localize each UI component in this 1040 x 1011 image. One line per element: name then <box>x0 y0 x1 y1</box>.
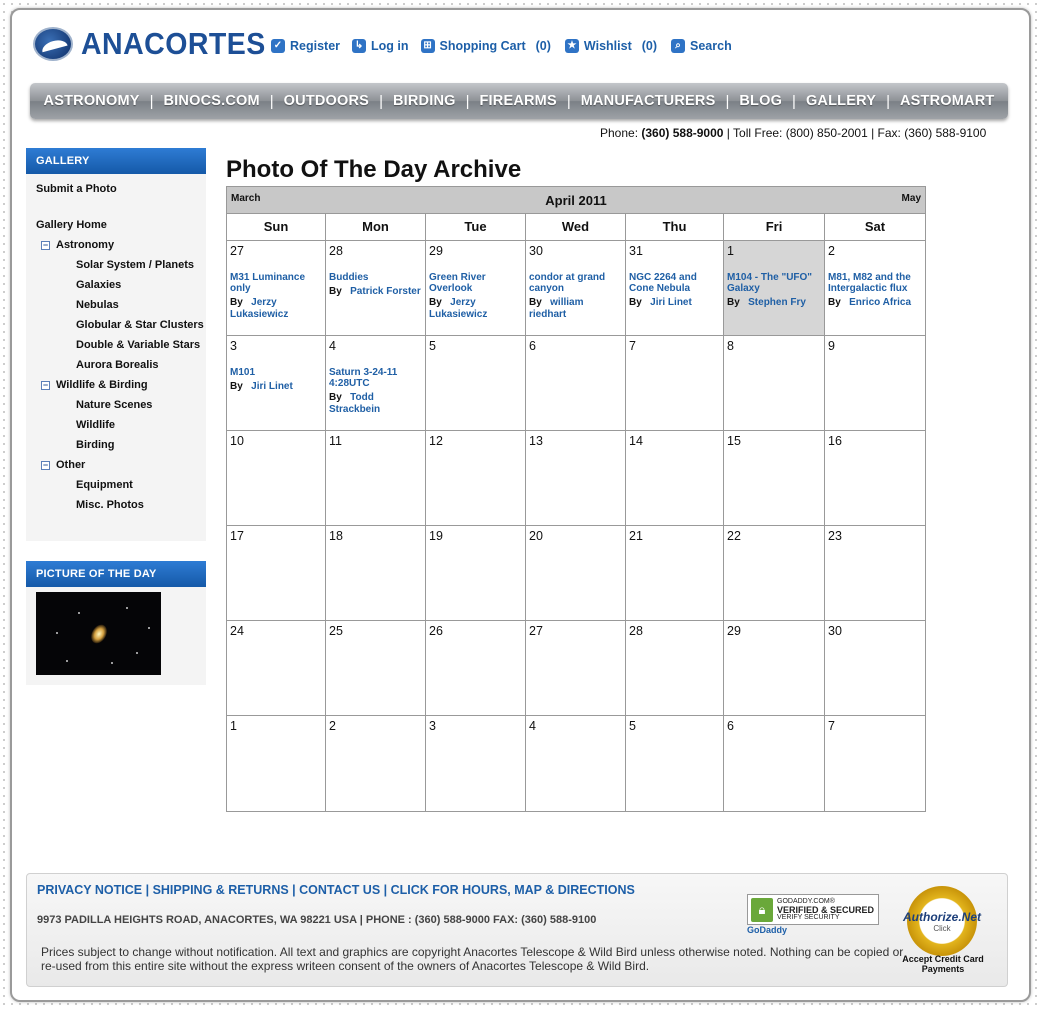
calendar-day <box>326 621 426 715</box>
register-label: Register <box>290 39 341 53</box>
calendar-day <box>626 241 724 335</box>
footer-separator: | <box>288 883 300 897</box>
tree-solar-system[interactable]: Solar System / Planets <box>76 259 194 271</box>
site-logo[interactable] <box>33 26 282 62</box>
day-number: 10 <box>230 434 244 448</box>
page-title: Photo Of The Day Archive <box>226 156 522 183</box>
footer-separator: | <box>142 883 153 897</box>
nav-binocs[interactable]: BINOCS.COM <box>163 93 260 109</box>
calendar-day <box>526 336 626 430</box>
day-number: 2 <box>329 719 336 733</box>
tree-label: Astronomy <box>56 239 115 251</box>
nav-astromart[interactable]: ASTROMART <box>900 93 995 109</box>
tree-double-stars[interactable]: Double & Variable Stars <box>76 339 201 351</box>
nav-birding[interactable]: BIRDING <box>392 93 456 109</box>
calendar-day <box>825 716 925 811</box>
photo-title-link[interactable]: NGC 2264 and Cone Nebula <box>629 272 697 294</box>
photo-title-link[interactable]: Green River Overlook <box>429 272 486 294</box>
check-icon: ✓ <box>271 39 285 53</box>
by-label: By <box>727 297 740 308</box>
nav-separator: | <box>269 92 274 110</box>
calendar-day <box>426 336 526 430</box>
main-nav <box>30 83 1008 119</box>
photo-author-link[interactable]: Jerzy Lukasiewicz <box>429 297 488 320</box>
godaddy-main: VERIFIED & SECURED <box>777 904 875 915</box>
accept-cards-text: Accept Credit Card Payments <box>902 954 984 974</box>
tree-wildlife[interactable]: Wildlife <box>76 419 116 431</box>
calendar-day <box>326 716 426 811</box>
day-number: 18 <box>329 529 343 543</box>
day-number: 30 <box>529 244 543 258</box>
bird-logo-icon <box>33 27 73 61</box>
collapse-icon[interactable]: − <box>42 379 49 390</box>
photo-author-link[interactable]: william riedhart <box>529 297 584 320</box>
tree-astronomy[interactable] <box>26 235 206 255</box>
photo-author-line <box>727 297 821 309</box>
photo-author-link[interactable]: Todd Strackbein <box>329 392 381 415</box>
contact-us-link[interactable]: CONTACT US <box>299 883 381 897</box>
calendar <box>226 186 926 812</box>
photo-author-link[interactable]: Stephen Fry <box>748 297 806 308</box>
tree-equipment[interactable]: Equipment <box>76 479 133 491</box>
authnet-click: Click <box>933 923 951 933</box>
calendar-day <box>724 716 825 811</box>
day-number: 12 <box>429 434 443 448</box>
weekday-wed: Wed <box>526 214 626 240</box>
phone-number: (360) 588-9000 <box>641 126 724 140</box>
register-link[interactable] <box>271 39 340 53</box>
day-number: 14 <box>629 434 643 448</box>
gallery-heading: GALLERY <box>26 148 206 174</box>
star-dot <box>78 612 80 614</box>
day-number: 6 <box>727 719 734 733</box>
weekday-sat: Sat <box>864 219 886 234</box>
day-number: 28 <box>329 244 343 258</box>
day-number: 30 <box>828 624 842 638</box>
search-link[interactable] <box>671 39 732 53</box>
calendar-day <box>227 431 326 525</box>
footer <box>26 873 1008 987</box>
footer-legal: Prices subject to change without notification. All text and graphics are copyright Anacortes Telescope & Wild Bird unless otherwise noted. Nothing can be copied or re-used from this entire site without the express writeen consent of the owners of Anacortes Telescope & Wild Bird. <box>41 945 904 973</box>
calendar-week <box>227 716 925 811</box>
calendar-day <box>825 621 925 715</box>
calendar-day <box>526 526 626 620</box>
calendar-day <box>227 526 326 620</box>
day-number: 27 <box>529 624 543 638</box>
calendar-day <box>326 336 426 430</box>
nav-astronomy[interactable]: ASTRONOMY <box>43 93 140 109</box>
photo-author-line <box>329 392 422 416</box>
star-dot <box>136 652 138 654</box>
by-label: By <box>529 297 542 308</box>
calendar-day <box>526 241 626 335</box>
by-label: By <box>329 392 342 403</box>
logo-text: ANACORTES <box>81 26 266 61</box>
photo-author-link[interactable]: Jerzy Lukasiewicz <box>230 297 289 320</box>
calendar-weeks <box>227 241 925 811</box>
calendar-day <box>626 716 724 811</box>
calendar-day <box>724 336 825 430</box>
login-link[interactable] <box>352 39 409 53</box>
calendar-day <box>326 431 426 525</box>
by-label: By <box>429 297 442 308</box>
godaddy-sub: VERIFY SECURITY <box>777 913 840 921</box>
day-number: 28 <box>629 624 643 638</box>
day-number: 29 <box>429 244 443 258</box>
calendar-day <box>626 621 724 715</box>
nav-separator: | <box>149 92 154 110</box>
day-number: 17 <box>230 529 244 543</box>
lock-icon: 🔒︎ <box>751 898 773 922</box>
day-number: 22 <box>727 529 741 543</box>
tree-birding[interactable]: Birding <box>76 439 115 451</box>
day-number: 9 <box>828 339 835 353</box>
search-icon: ⌕ <box>671 39 685 53</box>
day-number: 20 <box>529 529 543 543</box>
phone-label: Phone: <box>600 126 639 140</box>
star-dot <box>66 660 68 662</box>
day-number: 19 <box>429 529 443 543</box>
gallery-home-link[interactable]: Gallery Home <box>36 219 107 231</box>
tree-wildlife-birding[interactable] <box>26 375 206 395</box>
collapse-icon[interactable]: − <box>42 459 49 470</box>
photo-author-link[interactable]: Jiri Linet <box>650 297 692 308</box>
cart-label: Shopping Cart <box>439 39 526 53</box>
by-label: By <box>828 297 841 308</box>
day-number: 5 <box>629 719 636 733</box>
day-number: 24 <box>230 624 244 638</box>
calendar-day <box>724 621 825 715</box>
calendar-day <box>825 336 925 430</box>
photo-author-line <box>828 297 922 309</box>
calendar-day <box>626 431 724 525</box>
phone-rest: | Toll Free: (800) 850-2001 | Fax: (360) 588-9100 <box>723 126 987 140</box>
day-number: 6 <box>529 339 536 353</box>
calendar-day <box>825 431 925 525</box>
photo-title-link[interactable]: condor at grand canyon <box>529 272 606 294</box>
login-label: Log in <box>371 39 409 53</box>
top-links <box>271 39 744 53</box>
wishlist-label: Wishlist <box>583 39 632 53</box>
calendar-week <box>227 241 925 336</box>
picture-of-the-day-image[interactable] <box>36 592 161 675</box>
cart-icon: ⊞ <box>421 39 435 53</box>
day-number: 2 <box>828 244 835 258</box>
search-label: Search <box>690 39 732 53</box>
cart-count: (0) <box>535 39 551 53</box>
day-number: 26 <box>429 624 443 638</box>
day-number: 3 <box>429 719 436 733</box>
footer-address: 9973 PADILLA HEIGHTS ROAD, ANACORTES, WA 98221 USA | PHONE : (360) 588-9000 FAX: (360) 588-9100 <box>37 914 597 926</box>
authnet-text: Authorize.Net <box>903 909 981 924</box>
calendar-day <box>724 526 825 620</box>
wishlist-count: (0) <box>641 39 658 53</box>
tree-misc-photos[interactable]: Misc. Photos <box>76 499 144 511</box>
footer-separator: | <box>380 883 391 897</box>
nav-outdoors[interactable]: OUTDOORS <box>283 93 370 109</box>
calendar-day <box>825 526 925 620</box>
calendar-day <box>526 431 626 525</box>
photo-title-link[interactable]: M81, M82 and the Intergalactic flux <box>828 272 911 294</box>
nav-separator: | <box>886 92 890 110</box>
calendar-day <box>426 621 526 715</box>
calendar-day <box>526 716 626 811</box>
photo-author-line <box>629 297 720 309</box>
calendar-day <box>426 716 526 811</box>
by-label: By <box>629 297 642 308</box>
photo-author-link[interactable]: Jiri Linet <box>251 381 293 392</box>
godaddy-text <box>777 898 874 922</box>
nav-firearms[interactable]: FIREARMS <box>479 93 557 109</box>
submit-photo-link[interactable]: Submit a Photo <box>36 183 117 195</box>
phone-line <box>600 126 986 140</box>
day-number: 11 <box>329 434 342 448</box>
calendar-month: April 2011 <box>545 193 607 208</box>
weekday-fri: Fri <box>724 214 825 240</box>
photo-author-line <box>329 286 422 298</box>
godaddy-seal[interactable] <box>747 894 879 925</box>
nav-separator: | <box>465 92 470 110</box>
godaddy-brand: GoDaddy <box>747 925 788 935</box>
day-number: 23 <box>828 529 842 543</box>
calendar-week <box>227 526 925 621</box>
day-number: 4 <box>329 339 336 353</box>
day-number: 5 <box>429 339 436 353</box>
tree-nature-scenes[interactable]: Nature Scenes <box>76 399 153 411</box>
by-label: By <box>230 297 243 308</box>
by-label: By <box>329 286 342 297</box>
day-number: 31 <box>629 244 643 258</box>
tree-nebulas[interactable]: Nebulas <box>76 299 119 311</box>
shopping-cart-link[interactable] <box>421 39 526 53</box>
calendar-day <box>227 241 326 335</box>
shipping-returns-link[interactable]: SHIPPING & RETURNS <box>152 883 289 897</box>
nav-gallery[interactable]: GALLERY <box>805 93 877 109</box>
calendar-day <box>227 336 326 430</box>
day-number: 1 <box>230 719 237 733</box>
weekday-mon: Mon <box>326 214 426 240</box>
photo-author-line <box>230 297 322 321</box>
star-dot <box>111 662 113 664</box>
nav-separator: | <box>379 92 383 110</box>
login-icon: ↳ <box>352 39 366 53</box>
photo-author-link[interactable]: Enrico Africa <box>849 297 912 308</box>
tree-label: Wildlife & Birding <box>56 379 148 391</box>
calendar-day <box>426 431 526 525</box>
photo-title-link[interactable]: M101 <box>230 367 256 378</box>
photo-author-line <box>429 297 522 321</box>
tree-aurora[interactable]: Aurora Borealis <box>76 359 159 371</box>
nav-separator: | <box>725 92 730 110</box>
collapse-icon[interactable]: − <box>42 239 49 250</box>
authorize-net-seal[interactable] <box>903 886 981 956</box>
calendar-day <box>526 621 626 715</box>
tree-label: Other <box>56 459 86 471</box>
photo-title-link[interactable]: Saturn 3-24-11 4:28UTC <box>329 367 398 389</box>
nav-separator: | <box>566 92 571 110</box>
day-number: 1 <box>727 244 734 258</box>
calendar-week <box>227 431 925 526</box>
wishlist-link[interactable] <box>565 39 632 53</box>
tree-clusters[interactable]: Globular & Star Clusters <box>76 319 204 331</box>
calendar-header <box>227 187 925 214</box>
photo-title-link[interactable]: M104 - The "UFO" Galaxy <box>727 272 813 294</box>
calendar-day <box>326 526 426 620</box>
gallery-sidebar <box>26 148 206 541</box>
photo-author-link[interactable]: Patrick Forster <box>350 286 421 297</box>
star-dot <box>56 632 58 634</box>
photo-author-line <box>230 381 322 393</box>
calendar-day <box>227 621 326 715</box>
day-number: 13 <box>529 434 543 448</box>
nav-manufacturers[interactable]: MANUFACTURERS <box>580 93 716 109</box>
next-month-link[interactable]: May <box>901 193 921 204</box>
day-number: 15 <box>727 434 741 448</box>
photo-author-line <box>529 297 622 321</box>
day-number: 3 <box>230 339 237 353</box>
calendar-day <box>326 241 426 335</box>
calendar-week <box>227 336 925 431</box>
day-number: 27 <box>230 244 244 258</box>
godaddy-top: GODADDY.COM® <box>777 897 835 905</box>
potd-heading: PICTURE OF THE DAY <box>26 561 206 587</box>
star-dot <box>126 607 128 609</box>
calendar-day <box>426 241 526 335</box>
weekday-tue: Tue <box>426 214 526 240</box>
day-number: 7 <box>828 719 835 733</box>
star-icon: ★ <box>565 39 579 53</box>
day-number: 8 <box>727 339 734 353</box>
prev-month-link[interactable]: March <box>231 193 261 204</box>
calendar-day <box>626 526 724 620</box>
calendar-day <box>227 716 326 811</box>
weekday-thu: Thu <box>626 214 724 240</box>
day-number: 16 <box>828 434 842 448</box>
privacy-notice-link[interactable]: PRIVACY NOTICE <box>37 883 143 897</box>
star-dot <box>148 627 150 629</box>
galaxy-shape <box>88 622 110 646</box>
calendar-day <box>426 526 526 620</box>
tree-galaxies[interactable]: Galaxies <box>76 279 122 291</box>
by-label: By <box>230 381 243 392</box>
weekday-sun: Sun <box>227 214 326 240</box>
calendar-week <box>227 621 925 716</box>
day-number: 21 <box>629 529 643 543</box>
day-number: 29 <box>727 624 741 638</box>
photo-title-link[interactable]: Buddies <box>329 272 369 283</box>
nav-blog[interactable]: BLOG <box>739 93 783 109</box>
calendar-day <box>724 241 825 335</box>
calendar-day <box>626 336 724 430</box>
tree-other[interactable] <box>26 455 206 475</box>
day-number: 4 <box>529 719 536 733</box>
hours-map-link[interactable]: CLICK FOR HOURS, MAP & DIRECTIONS <box>390 883 635 897</box>
day-number: 7 <box>629 339 636 353</box>
calendar-day <box>825 241 925 335</box>
nav-separator: | <box>792 92 796 110</box>
photo-title-link[interactable]: M31 Luminance only <box>230 272 306 294</box>
day-number: 25 <box>329 624 343 638</box>
weekday-header-row <box>227 214 925 241</box>
calendar-day <box>724 431 825 525</box>
footer-links <box>37 883 635 897</box>
